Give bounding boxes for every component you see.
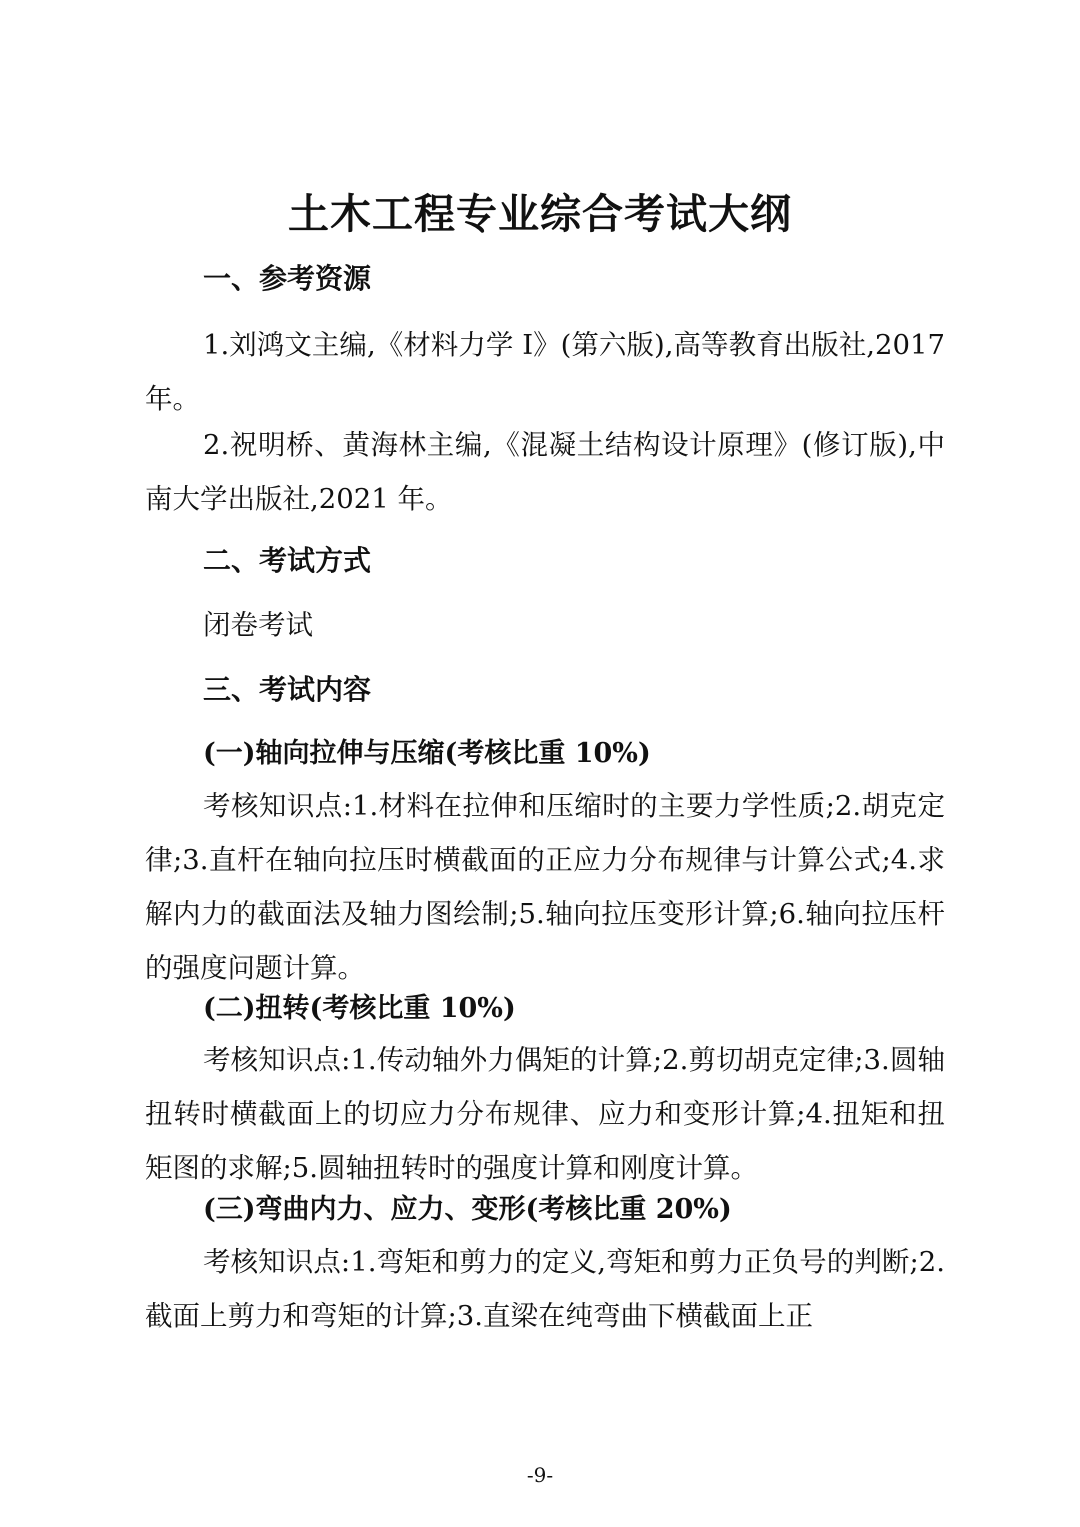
section-heading-exam-content: 三、考试内容 — [203, 673, 372, 706]
section-heading-references: 一、参考资源 — [203, 262, 372, 295]
subsection-heading-torsion: (二)扭转(考核比重 10%) — [203, 993, 516, 1024]
subsection-heading-bending: (三)弯曲内力、应力、变形(考核比重 20%) — [203, 1194, 732, 1225]
document-title: 土木工程专业综合考试大纲 — [288, 190, 792, 238]
reference-item-2: 2.祝明桥、黄海林主编,《混凝土结构设计原理》(修订版),中南大学出版社,2021 年。 — [145, 429, 945, 515]
subsection-text-bending: 考核知识点:1.弯矩和剪力的定义,弯矩和剪力正负号的判断;2.截面上剪力和弯矩的计算;3.直梁在纯弯曲下横截面上正 — [145, 1246, 945, 1332]
page-number: -9- — [526, 1463, 554, 1487]
subsection-text-axial: 考核知识点:1.材料在拉伸和压缩时的主要力学性质;2.胡克定律;3.直杆在轴向拉压时横截面的正应力分布规律与计算公式;4.求解内力的截面法及轴力图绘制;5.轴向拉压变形计算;6.轴向拉压杆的强度问题计算。 — [145, 790, 945, 984]
subsection-text-torsion: 考核知识点:1.传动轴外力偶矩的计算;2.剪切胡克定律;3.圆轴扭转时横截面上的切应力分布规律、应力和变形计算;4.扭矩和扭矩图的求解;5.圆轴扭转时的强度计算和刚度计算。 — [145, 1044, 945, 1184]
reference-item-1: 1.刘鸿文主编,《材料力学 I》(第六版),高等教育出版社,2017 年。 — [145, 329, 945, 415]
section-heading-exam-method: 二、考试方式 — [203, 544, 372, 577]
exam-method-text: 闭卷考试 — [203, 609, 313, 641]
subsection-heading-axial: (一)轴向拉伸与压缩(考核比重 10%) — [203, 738, 651, 769]
